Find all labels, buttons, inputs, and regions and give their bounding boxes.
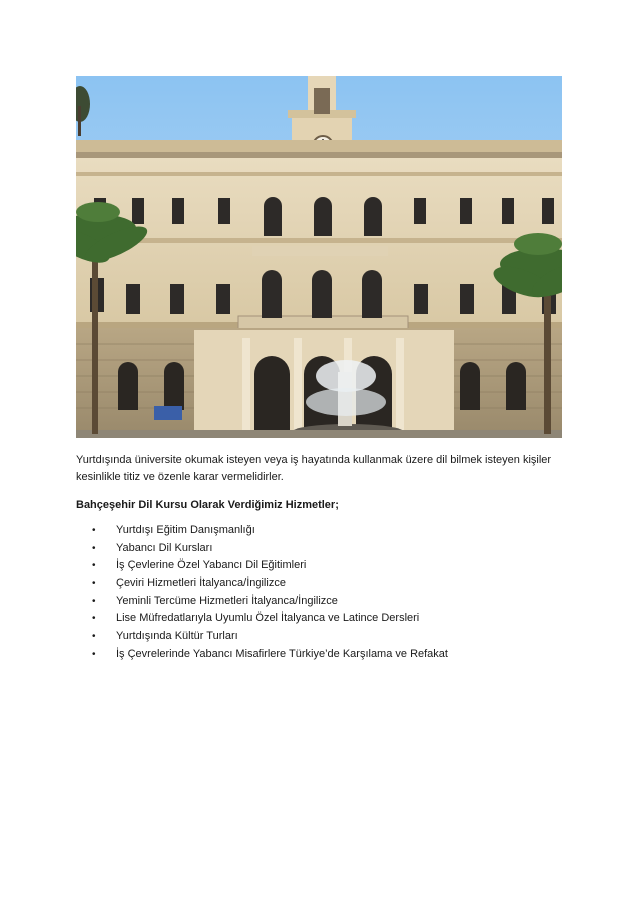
list-item-text: Lise Müfredatlarıyla Uyumlu Özel İtalyanca ve Latince Dersleri: [116, 612, 420, 625]
list-item-text: Yurtdışı Eğitim Danışmanlığı: [116, 524, 255, 536]
university-building-photo: [76, 76, 562, 438]
list-item-text: Çeviri Hizmetleri İtalyanca/İngilizce: [116, 577, 286, 590]
bullet-icon: •: [92, 631, 96, 643]
list-item: [76, 540, 562, 558]
list-item-text: Yabancı Dil Kursları: [116, 541, 213, 554]
list-item-text: İş Çevlerine Özel Yabancı Dil Eğitimleri: [116, 559, 307, 572]
list-item: [76, 557, 562, 575]
bullet-icon: •: [92, 613, 96, 625]
list-item: [76, 610, 562, 628]
list-item: [76, 593, 562, 611]
list-item-text: Yurtdışında Kültür Turları: [116, 630, 238, 643]
services-heading: Bahçeşehir Dil Kursu Olarak Verdiğimiz Hizmetler;: [76, 499, 339, 511]
list-item: [76, 575, 562, 593]
bullet-icon: •: [92, 595, 96, 607]
list-item: [76, 646, 562, 664]
list-item-text: Yeminli Tercüme Hizmetleri İtalyanca/İngilizce: [116, 594, 338, 607]
bullet-icon: •: [92, 525, 96, 536]
services-list: [76, 522, 562, 664]
list-item-text: İş Çevrelerinde Yabancı Misafirlere Türkiye’de Karşılama ve Refakat: [116, 647, 448, 660]
intro-paragraph: Yurtdışında üniversite okumak isteyen veya iş hayatında kullanmak üzere dil bilmek isteyen kişiler kesinlikle titiz ve özenle karar vermelidirler.: [76, 454, 552, 483]
bullet-icon: •: [92, 542, 96, 554]
bullet-icon: •: [92, 648, 96, 660]
list-item: [76, 628, 562, 646]
bullet-icon: •: [92, 560, 96, 572]
list-item: [76, 522, 562, 540]
bullet-icon: •: [92, 578, 96, 590]
